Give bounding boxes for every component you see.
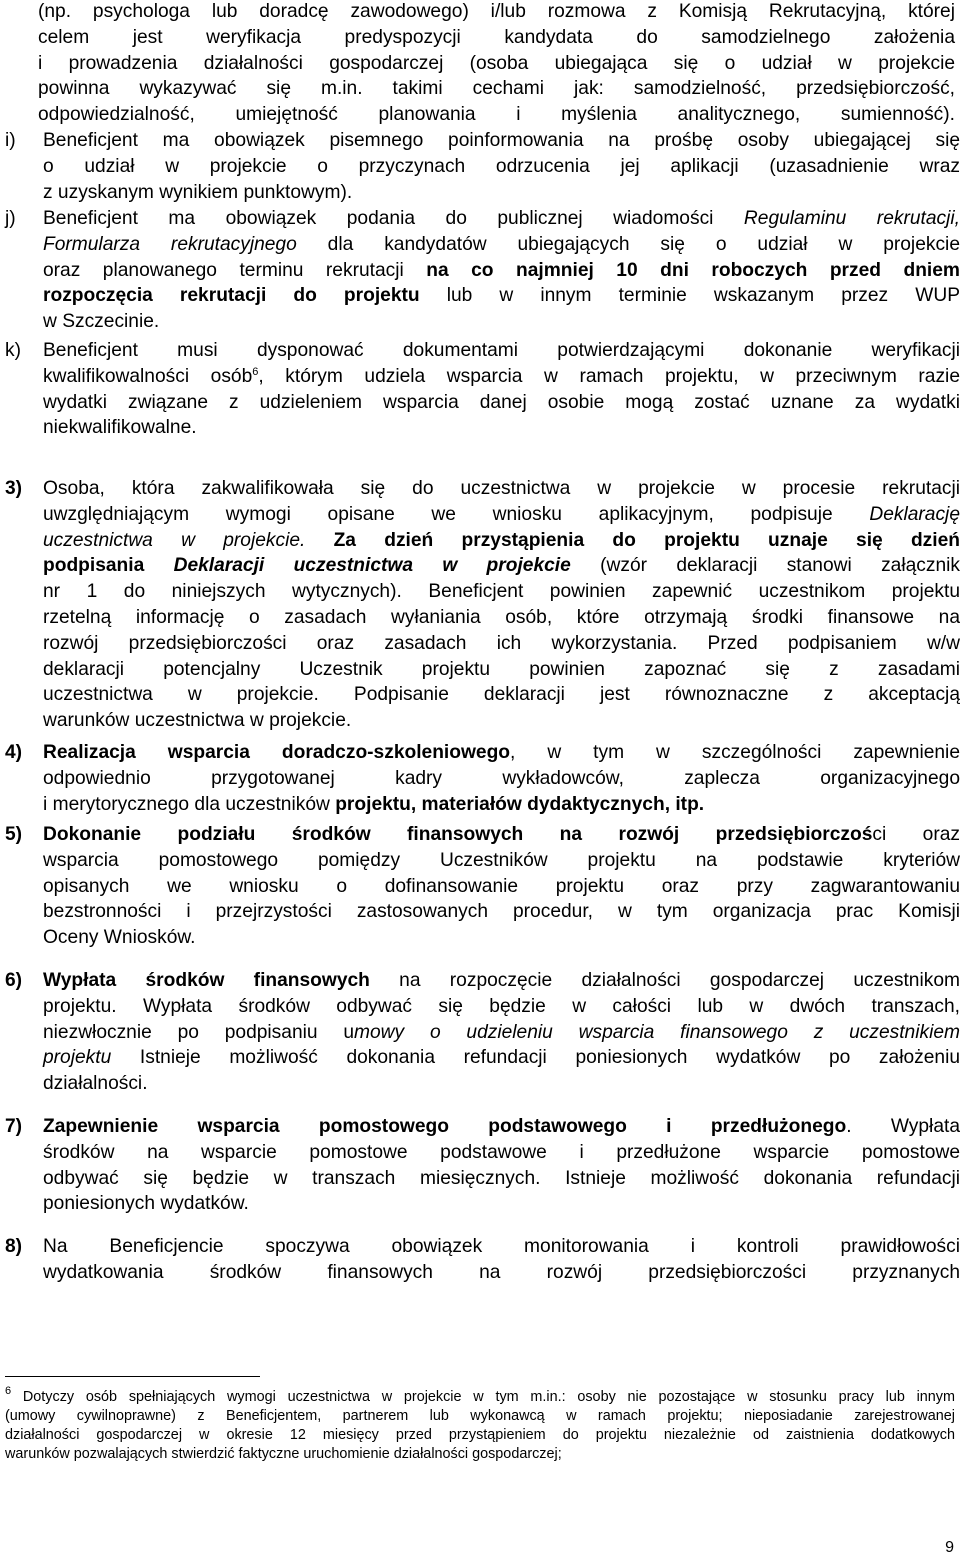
list-number: 4) <box>5 742 23 763</box>
numbered-item-4 <box>5 740 960 818</box>
text-span: niezwłocznie po podpisaniu u <box>43 1021 355 1043</box>
numbered-item-5 <box>5 822 960 952</box>
list-number: 7) <box>5 1116 23 1137</box>
text-line: celem jest weryfikacja predyspozycji kandydata do samodzielnego założenia <box>38 26 955 48</box>
bold-emphasis: Dokonanie podziału środków finansowych na rozwój przedsiębiorczoś <box>43 824 873 845</box>
text-line <box>43 553 960 579</box>
footnote-line <box>5 1385 955 1407</box>
lead-paragraph <box>38 0 955 128</box>
document-title-italic: Regulaminu rekrutacji, <box>743 208 960 229</box>
text-span: Beneficjent ma obowiązek podania do publicznej wiadomości <box>43 208 744 229</box>
text-line <box>43 822 960 848</box>
text-line <box>43 206 960 232</box>
bold-emphasis: podpisania <box>43 555 174 577</box>
text-line <box>43 528 960 554</box>
list-item-text <box>43 822 960 951</box>
text-line <box>43 792 960 818</box>
list-label: i) <box>5 130 16 151</box>
text-span: oraz planowanego terminu rekrutacji <box>43 259 427 281</box>
footnote <box>5 1385 955 1464</box>
text-line <box>43 740 960 766</box>
document-title-italic: uczestnictwa w projekcie. <box>43 529 306 551</box>
text-line: niekwalifikowalne. <box>43 417 197 439</box>
text-line: bezstronności i przejrzystości zastosowanych procedur, w tym organizacja prac Komisji <box>43 901 960 923</box>
text-line <box>43 258 960 284</box>
page-number: 9 <box>945 1539 954 1556</box>
numbered-item-3 <box>5 476 960 736</box>
text-line: rozwój przedsiębiorczości oraz zasadach ich wykorzystania. Przed podpisaniem w/w <box>43 632 960 654</box>
text-span: , którym udziela wsparcia w ramach projektu, w przeciwnym razie <box>258 365 960 387</box>
text-span: ci oraz <box>872 824 960 845</box>
text-line: rzetelną informację o zasadach wyłaniania osób, które otrzymają środki finansowe na <box>43 606 960 628</box>
text-span: Istnieje możliwość dokonania refundacji poniesionych wydatków po założeniu <box>111 1047 960 1069</box>
text-line: Oceny Wniosków. <box>43 927 196 949</box>
text-line: z uzyskanym wynikiem punktowym). <box>43 181 353 203</box>
text-span: (wzór deklaracji stanowi załącznik <box>570 555 960 577</box>
deadline-emphasis: na co najmniej 10 dni roboczych przed dniem <box>426 259 960 281</box>
text-span: uwzględniającym wymogi opisane we wniosku aplikacyjnym, podpisuje <box>43 503 870 525</box>
document-title-italic: projektu <box>43 1047 112 1069</box>
text-span: i merytorycznego dla uczestników <box>43 793 336 815</box>
list-label: k) <box>5 340 21 361</box>
deadline-emphasis: rozpoczęcia rekrutacji do projektu <box>43 285 420 307</box>
text-line: warunków uczestnictwa w projekcie. <box>43 710 352 732</box>
bold-emphasis: Zapewnienie wsparcia pomostowego podstawowego i przedłużonego <box>43 1116 847 1137</box>
footnote-mark: 6 <box>5 1385 12 1397</box>
text-line <box>43 968 960 994</box>
text-line <box>43 1020 960 1046</box>
text-line: wsparcia pomostowego pomiędzy Uczestników projektu na podstawie kryteriów <box>43 849 960 871</box>
text-line: Osoba, która zakwalifikowała się do uczestnictwa w projekcie w procesie rekrutacji <box>43 478 960 499</box>
text-line: deklaracji potencjalny Uczestnik projektu powinien zapoznać się z zasadami <box>43 658 960 680</box>
footnote-line: warunków pozwalających stwierdzić faktyczne uruchomienie działalności gospodarczej; <box>5 1446 562 1462</box>
text-span: na rozpoczęcie działalności gospodarczej uczestnikom <box>369 970 960 991</box>
text-line: odbywać się będzie w transzach miesięcznych. Istnieje możliwość dokonania refundacji <box>43 1167 960 1189</box>
bold-emphasis: Realizacja wsparcia doradczo-szkoleniowego <box>43 742 511 763</box>
text-line <box>43 232 960 258</box>
list-item-text <box>43 1114 960 1217</box>
bold-emphasis: Wypłata środków finansowych <box>43 970 370 991</box>
text-span: dla kandydatów ubiegających się o udział w projekcie <box>296 233 960 255</box>
text-line: Beneficjent musi dysponować dokumentami potwierdzającymi dokonanie weryfikacji <box>43 340 960 361</box>
text-span: , w tym w szczególności zapewnienie <box>510 742 960 763</box>
footnote-line: działalności gospodarczej w okresie 12 miesięcy przed przystąpieniem do projektu niezależnie od zaistnienia dodatkowych <box>5 1427 955 1443</box>
text-span: Dotyczy osób spełniających wymogi uczestnictwa w projekcie w tym m.in.: osoby nie pozostające w stosunku pracy lub innym <box>11 1389 955 1405</box>
text-line: projektu. Wypłata środków odbywać się będzie w całości lub w dwóch transzach, <box>43 995 960 1017</box>
text-line <box>43 364 960 390</box>
list-item-k <box>5 338 960 442</box>
footnote-reference[interactable]: 6 <box>252 365 259 378</box>
text-line: (np. psychologa lub doradcę zawodowego) i/lub rozmowa z Komisją Rekrutacyjną, której <box>38 1 955 22</box>
list-label: j) <box>5 208 16 229</box>
text-line: środków na wsparcie pomostowe podstawowe i przedłużone wsparcie pomostowe <box>43 1141 960 1163</box>
text-line: uczestnictwa w projekcie. Podpisanie deklaracji jest równoznaczne z akceptacją <box>43 684 960 706</box>
list-item-text <box>43 1234 960 1286</box>
text-line: poniesionych wydatków. <box>43 1193 249 1215</box>
text-line: o udział w projekcie o przyczynach odrzucenia jej aplikacji (uzasadnienie wraz <box>43 155 960 177</box>
text-span: . Wypłata <box>846 1116 960 1137</box>
numbered-item-6 <box>5 968 960 1098</box>
text-line <box>43 283 960 309</box>
text-line: odpowiednio przygotowanej kadry wykładowców, zaplecza organizacyjnego <box>43 767 960 789</box>
list-item-text <box>43 338 960 441</box>
text-line: nr 1 do niniejszych wytycznych). Beneficjent powinien zapewnić uczestnikom projektu <box>43 581 960 603</box>
text-line: wydatki związane z udzieleniem wsparcia danej osobie mogą zostać uznane za wydatki <box>43 391 960 413</box>
list-number: 3) <box>5 478 23 499</box>
list-item-i <box>5 128 960 206</box>
bold-italic-emphasis: Deklaracji uczestnictwa w projekcie <box>173 555 571 577</box>
text-line: powinna wykazywać się m.in. takimi cechami jak: samodzielność, przedsiębiorczość, <box>38 78 955 100</box>
list-number: 8) <box>5 1236 23 1257</box>
text-line: odpowiedzialność, umiejętność planowania i myślenia analitycznego, sumienność). <box>38 104 955 126</box>
text-line: Na Beneficjencie spoczywa obowiązek monitorowania i kontroli prawidłowości <box>43 1236 960 1257</box>
bold-emphasis: projektu, materiałów dydaktycznych, itp. <box>335 793 705 815</box>
list-number: 6) <box>5 970 23 991</box>
numbered-item-8 <box>5 1234 960 1286</box>
numbered-item-7 <box>5 1114 960 1218</box>
list-item-text <box>43 128 960 205</box>
list-item-text <box>43 206 960 335</box>
text-line: w Szczecinie. <box>43 311 160 333</box>
footnote-line: (umowy cywilnoprawne) z Beneficjentem, partnerem lub wykonawcą w ramach projektu; nieposiadanie zarejestrowanej <box>5 1408 955 1424</box>
document-title-italic: Formularza rekrutacyjnego <box>43 233 297 255</box>
list-item-text <box>43 968 960 1097</box>
text-line: opisanych we wniosku o dofinansowanie projektu oraz przy zagwarantowaniu <box>43 875 960 897</box>
text-line <box>43 1114 960 1140</box>
document-title-italic: mowy o udzieleniu wsparcia finansowego z uczestnikiem <box>354 1021 960 1043</box>
text-line: i prowadzenia działalności gospodarczej (osoba ubiegająca się o udział w projekcie <box>38 52 955 74</box>
text-line: wydatkowania środków finansowych na rozwój przedsiębiorczości przyznanych <box>43 1261 960 1283</box>
text-line: Beneficjent ma obowiązek pisemnego poinformowania na prośbę osoby ubiegającej się <box>43 130 960 151</box>
document-title-italic: Deklarację <box>869 503 960 525</box>
footnote-separator <box>5 1376 260 1377</box>
bold-emphasis: Za dzień przystąpienia do projektu uznaje się dzień <box>305 529 960 551</box>
list-number: 5) <box>5 824 23 845</box>
text-line <box>43 502 960 528</box>
text-span: lub w innym terminie wskazanym przez WUP <box>419 285 960 307</box>
text-line <box>43 1045 960 1071</box>
text-span: kwalifikowalności osób <box>43 365 253 387</box>
list-item-j <box>5 206 960 336</box>
list-item-text <box>43 740 960 817</box>
list-item-text <box>43 476 960 734</box>
text-line: działalności. <box>43 1073 148 1095</box>
